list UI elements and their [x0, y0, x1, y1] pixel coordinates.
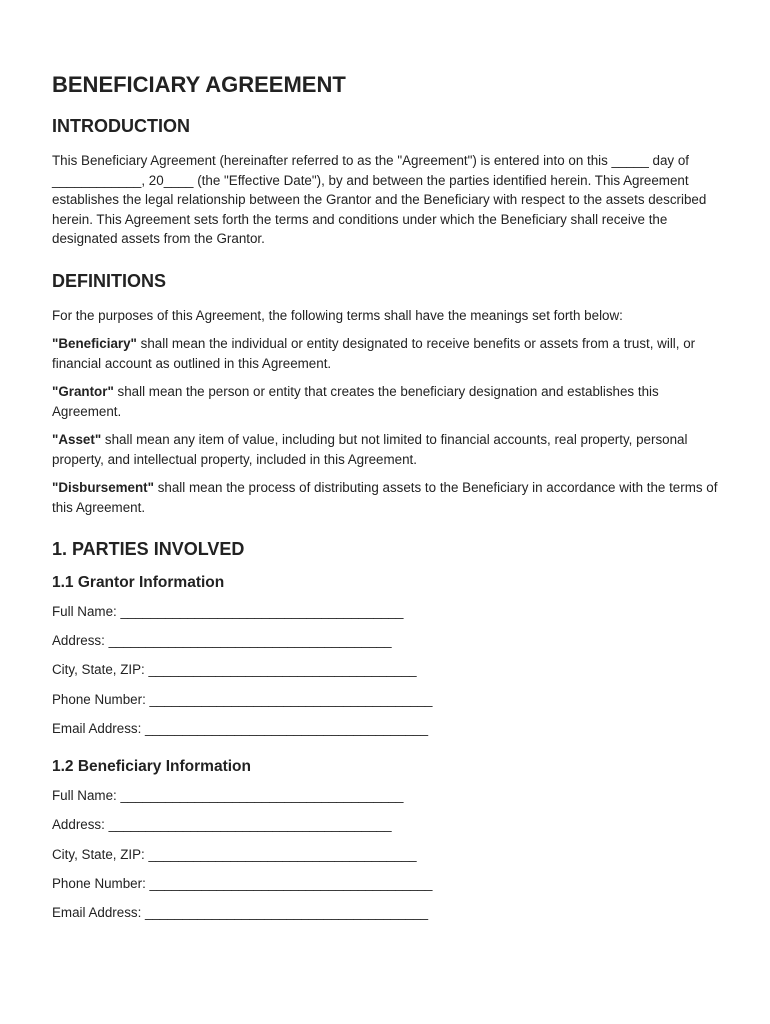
definition-item: [52, 382, 724, 421]
email-address-field[interactable]: Email Address: ______________________________________: [52, 720, 429, 736]
subsection-heading: 1.1 Grantor Information: [52, 574, 225, 591]
definition-text: shall mean the individual or entity designated to receive benefits or assets from a trust, will, or financial account as outlined in this Agreement.: [52, 336, 696, 371]
city-state-zip-field[interactable]: City, State, ZIP: ____________________________________: [52, 662, 417, 678]
definition-text: shall mean the person or entity that creates the beneficiary designation and establishes this Agreement.: [52, 384, 659, 419]
full-name-field[interactable]: Full Name: ______________________________________: [52, 788, 404, 804]
definition-term: "Disbursement": [52, 480, 154, 495]
paragraph: This Beneficiary Agreement (hereinafter referred to as the "Agreement") is entered into on this _____ day of ____________, 20____ (the "Effective Date"), by and between the parties identified herein. This Agreement establishes the legal relationship between the Grantor and the Beneficiary with respect to the assets described herein. This Agreement sets forth the terms and conditions under which the Beneficiary shall receive the designated assets from the Grantor.: [52, 153, 707, 246]
city-state-zip-field[interactable]: City, State, ZIP: ____________________________________: [52, 846, 417, 862]
section-heading: INTRODUCTION: [52, 116, 190, 136]
address-field[interactable]: Address: ______________________________________: [52, 633, 392, 649]
definition-item: [52, 334, 724, 373]
definition-text: shall mean the process of distributing assets to the Beneficiary in accordance with the terms of this Agreement.: [52, 480, 718, 515]
document-title: BENEFICIARY AGREEMENT: [52, 72, 346, 97]
definition-text: shall mean any item of value, including but not limited to financial accounts, real property, personal property, and intellectual property, included in this Agreement.: [52, 432, 688, 467]
email-address-field[interactable]: Email Address: ______________________________________: [52, 905, 429, 920]
full-name-field[interactable]: Full Name: ______________________________________: [52, 604, 404, 619]
section-heading: DEFINITIONS: [52, 270, 167, 291]
definition-item: [52, 478, 724, 517]
phone-number-field[interactable]: Phone Number: ______________________________________: [52, 875, 433, 891]
document-content: [52, 72, 724, 945]
definition-term: "Grantor": [52, 384, 114, 399]
subsection-heading: 1.2 Beneficiary Information: [52, 758, 251, 776]
paragraph: For the purposes of this Agreement, the following terms shall have the meanings set forth below:: [52, 307, 623, 323]
beneficiary-subsection: [52, 758, 724, 922]
phone-number-field[interactable]: Phone Number: ______________________________________: [52, 691, 433, 707]
definitions-section: [52, 271, 724, 518]
introduction-section: [52, 116, 724, 249]
definition-item: [52, 430, 724, 469]
parties-section: [52, 539, 724, 923]
address-field[interactable]: Address: ______________________________________: [52, 817, 392, 833]
section-heading: 1. PARTIES INVOLVED: [52, 539, 245, 559]
definition-term: "Beneficiary": [52, 336, 137, 351]
definition-term: "Asset": [52, 432, 102, 447]
grantor-subsection: [52, 574, 724, 738]
